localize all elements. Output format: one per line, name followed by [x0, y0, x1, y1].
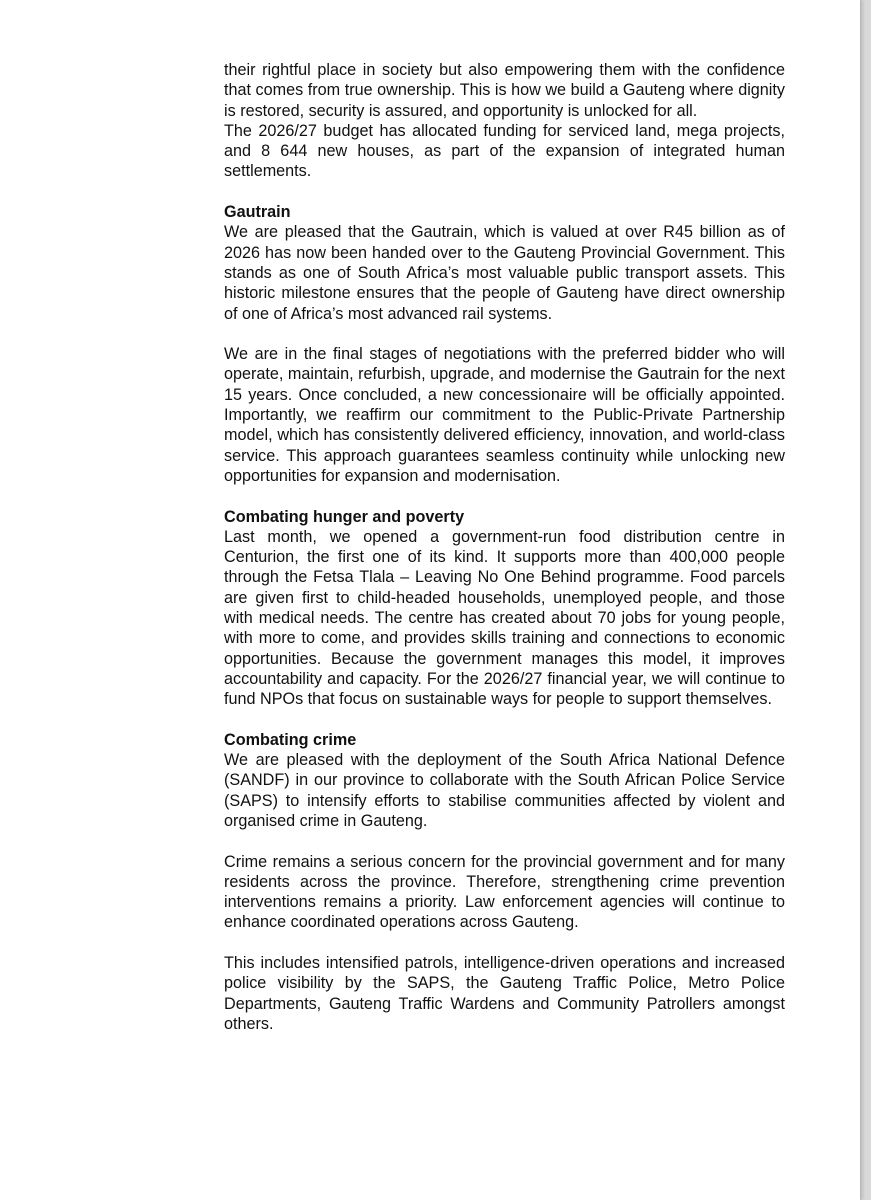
- intro-paragraph: their rightful place in society but also empowering them with the confidence that comes from true ownership. This is how we build a Gauteng where dignity is restored, security is assured, and opportunity is unlocked for all.: [224, 61, 785, 120]
- crime-paragraph-patrols: This includes intensified patrols, intelligence-driven operations and increased police visibility by the SAPS, the Gauteng Traffic Police, Metro Police Departments, Gauteng Traffic Wardens and Community Patrollers amongst others.: [224, 954, 785, 1033]
- gautrain-heading: Gautrain: [224, 203, 291, 222]
- crime-heading: Combating crime: [224, 730, 357, 749]
- budget-paragraph: The 2026/27 budget has allocated funding for serviced land, mega projects, and 8 644 new houses, as part of the expansion of integrated human settlements.: [224, 121, 785, 181]
- section-spacer: [224, 710, 785, 730]
- section-spacer: [224, 486, 785, 506]
- section-spacer: [224, 182, 785, 202]
- gautrain-paragraph-negotiations: We are in the final stages of negotiations with the preferred bidder who will operate, maintain, refurbish, upgrade, and modernise the Gautrain for the next 15 years. Once concluded, a new concessionaire will be officially appointed. Importantly, we reaffirm our commitment to the Public-Private Partnership model, which has consistently delivered efficiency, innovation, and world-class service. This approach guarantees seamless continuity while unlocking new opportunities for expansion and modernisation.: [224, 345, 785, 485]
- paragraph-spacer: [224, 933, 785, 953]
- paragraph-spacer: [224, 324, 785, 344]
- crime-paragraph-sandf: We are pleased with the deployment of the South Africa National Defence (SANDF) in our province to collaborate with the South African Police Service (SAPS) to intensify efforts to stabilise communities affected by violent and organised crime in Gauteng.: [224, 751, 785, 830]
- gautrain-paragraph-handover: We are pleased that the Gautrain, which is valued at over R45 billion as of 2026 has now been handed over to the Gauteng Provincial Government. This stands as one of South Africa’s most valuable public transport assets. This historic milestone ensures that the people of Gauteng have direct ownership of one of Africa’s most advanced rail systems.: [224, 223, 785, 323]
- crime-paragraph-concern: Crime remains a serious concern for the provincial government and for many residents across the province. Therefore, strengthening crime prevention interventions remains a priority. Law enforcement agencies will continue to enhance coordinated operations across Gauteng.: [224, 852, 785, 932]
- hunger-heading: Combating hunger and poverty: [224, 507, 465, 526]
- paragraph-spacer: [224, 831, 785, 851]
- document-body: [224, 60, 785, 1034]
- hunger-paragraph: Last month, we opened a government-run food distribution centre in Centurion, the first one of its kind. It supports more than 400,000 people through the Fetsa Tlala – Leaving No One Behind programme. Food parcels are given first to child-headed households, unemployed people, and those with medical needs. The centre has created about 70 jobs for young people, with more to come, and provides skills training and connections to economic opportunities. Because the government manages this model, it improves accountability and capacity. For the 2026/27 financial year, we will continue to fund NPOs that focus on sustainable ways for people to support themselves.: [224, 527, 785, 709]
